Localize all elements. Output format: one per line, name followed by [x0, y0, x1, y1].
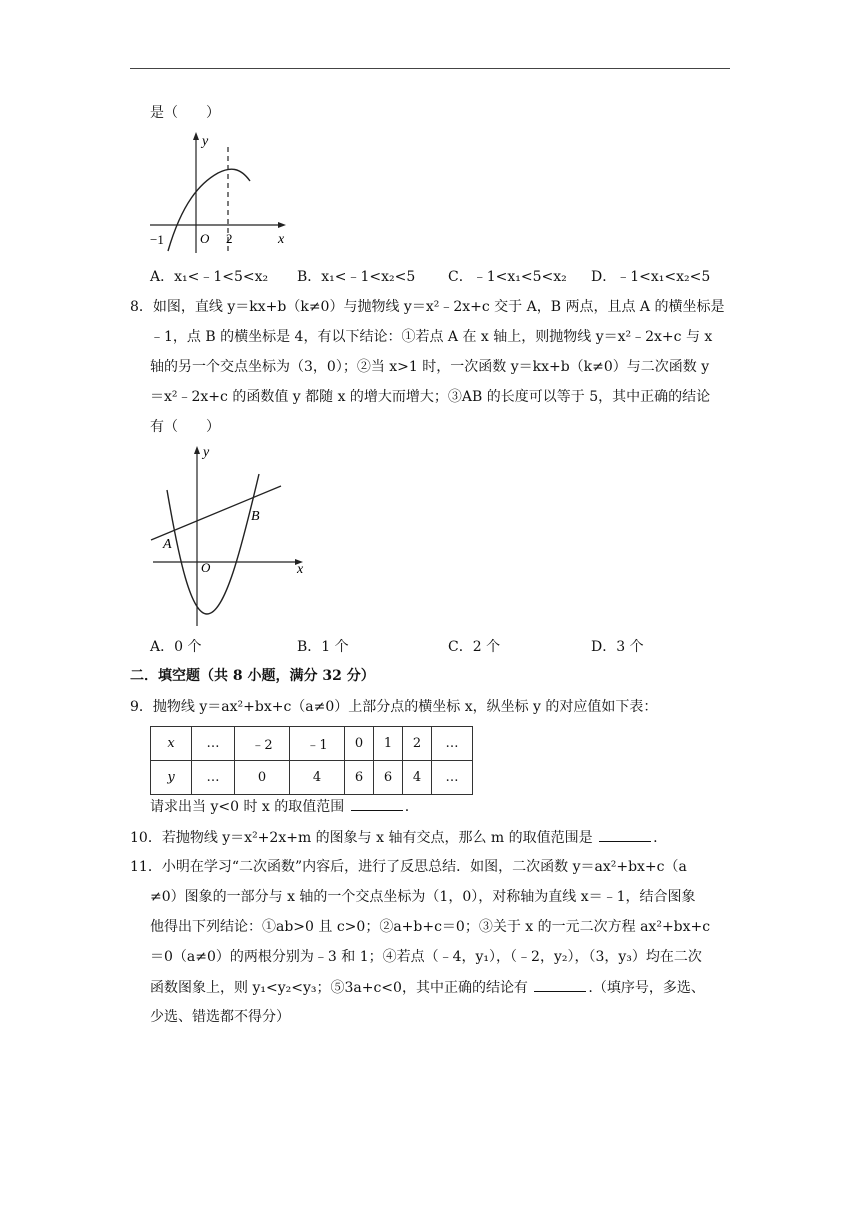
q9-cell: 2: [403, 727, 432, 761]
q11-line-6: 少选、错选都不得分）: [150, 1009, 290, 1025]
q11-line-5: [150, 977, 705, 998]
q11-line-2: ≠0）图象的一部分与 x 轴的一个交点坐标为（1，0），对称轴为直线 x＝﹣1，结合图象: [150, 889, 696, 905]
q7-option-a: A．x₁<﹣1<5<x₂: [150, 269, 269, 285]
q8-graph-b-label: B: [251, 509, 260, 524]
q9-cell: 4: [290, 761, 345, 795]
q9-cell: …: [432, 761, 473, 795]
q8-line-4: ＝x²﹣2x+c 的函数值 y 都随 x 的增大而增大；③AB 的长度可以等于 5，其中正确的结论: [150, 389, 711, 405]
q7-graph: [140, 125, 300, 255]
q10-text: 10．若抛物线 y＝x²+2x+m 的图象与 x 轴有交点，那么 m 的取值范围是: [130, 830, 593, 846]
q7-graph-y-label: y: [202, 134, 209, 149]
q9-cell: 6: [345, 761, 374, 795]
q9-cell: 4: [403, 761, 432, 795]
q8-option-c: C．2 个: [448, 639, 501, 655]
q9-cell: 6: [374, 761, 403, 795]
q11-line-5-text: 函数图象上，则 y₁<y₂<y₃；⑤3a+c<0，其中正确的结论有: [150, 980, 528, 996]
q11-line-3: 他得出下列结论：①ab>0 且 c>0；②a+b+c＝0；③关于 x 的一元二次方程 ax²+bx+c: [150, 919, 711, 935]
q9-stem: 9．抛物线 y＝ax²+bx+c（a≠0）上部分点的横坐标 x，纵坐标 y 的对应值如下表：: [130, 699, 658, 715]
q8-line-1: 8．如图，直线 y＝kx+b（k≠0）与抛物线 y＝x²﹣2x+c 交于 A，B 两点，且点 A 的横坐标是: [130, 299, 725, 315]
q9-cell: 0: [235, 761, 290, 795]
q9-cell: …: [432, 727, 473, 761]
q9-cell: 0: [345, 727, 374, 761]
q10-answer-blank[interactable]: [599, 827, 651, 842]
q11-answer-blank[interactable]: [534, 977, 586, 992]
q9-ask-end: .: [404, 799, 410, 815]
q8-graph-origin-label: O: [201, 560, 211, 575]
q7-option-b: B．x₁<﹣1<x₂<5: [297, 269, 416, 285]
q9-table-row-y: [151, 761, 473, 795]
q8-graph: [145, 440, 315, 630]
q8-line-2: ﹣1，点 B 的横坐标是 4，有以下结论：①若点 A 在 x 轴上，则抛物线 y＝x²﹣2x+c 与 x: [150, 329, 713, 345]
q9-value-table: [150, 726, 473, 795]
q8-graph-x-label: x: [297, 562, 304, 577]
q7-stem-tail: 是（ ）: [150, 105, 220, 121]
q7-graph-two-label: 2: [226, 231, 233, 246]
q7-option-d: D．﹣1<x₁<x₂<5: [591, 269, 711, 285]
q8-option-d: D．3 个: [591, 639, 644, 655]
q11-line-4: ＝0（a≠0）的两根分别为﹣3 和 1；④若点（﹣4，y₁），（﹣2，y₂），（3，y₃）均在二次: [150, 949, 702, 965]
section-2-title: 二．填空题（共 8 小题，满分 32 分）: [130, 668, 375, 684]
q10-end: .: [653, 830, 658, 846]
q9-cell: …: [192, 761, 235, 795]
q8-graph-y-label: y: [203, 445, 210, 460]
q7-graph-origin-label: O: [200, 231, 210, 246]
q9-cell: 1: [374, 727, 403, 761]
q9-cell: ﹣1: [290, 727, 345, 761]
q11-line-5-tail: .（填序号，多选、: [588, 980, 705, 996]
q9-ask: 请求出当 y<0 时 x 的取值范围: [150, 799, 345, 815]
q9-cell: ﹣2: [235, 727, 290, 761]
q8-graph-a-label: A: [163, 537, 172, 552]
q8-line-3: 轴的另一个交点坐标为（3，0）；②当 x>1 时，一次函数 y＝kx+b（k≠0）与二次函数 y: [150, 359, 710, 375]
q8-option-a: A．0 个: [150, 639, 202, 655]
header-rule: [130, 68, 730, 69]
q9-cell: …: [192, 727, 235, 761]
q7-graph-x-label: x: [278, 232, 285, 247]
q8-line-5: 有（ ）: [150, 419, 220, 435]
q10-line: [130, 827, 658, 848]
q7-option-c: C．﹣1<x₁<5<x₂: [448, 269, 567, 285]
q8-option-b: B．1 个: [297, 639, 349, 655]
q9-cell: x: [151, 727, 192, 761]
q9-answer-blank[interactable]: [351, 796, 403, 811]
q7-graph-neg1-label: −1: [150, 232, 164, 247]
q9-cell: y: [151, 761, 192, 795]
q9-ask-line: [150, 796, 409, 817]
q11-line-1: 11．小明在学习“二次函数”内容后，进行了反思总结．如图，二次函数 y＝ax²+bx+c（a: [130, 859, 687, 875]
q9-table-row-x: [151, 727, 473, 761]
